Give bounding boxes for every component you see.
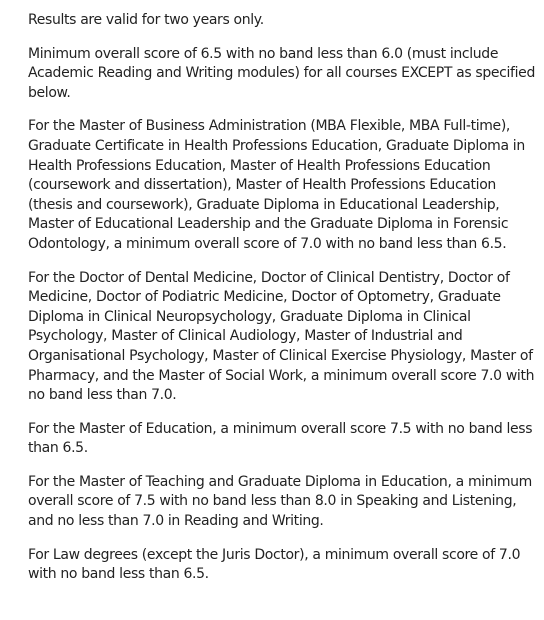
validity-paragraph: Results are valid for two years only. bbox=[28, 12, 264, 28]
mba-health-education-requirement-paragraph: For the Master of Business Administration (MBA Flexible, MBA Full-time), Graduate Certificate in Health Professions Education, Graduate Diploma in Health Professions Education, Master of Health Professions Education (coursework and dissertation), Master of Health Professions Education (thesis and coursework), Graduate Diploma in Educational Leadership, Master of Educational Leadership and the Graduate Diploma in Forensic Odontology, a minimum overall score of 7.0 with no band less than 6.5. bbox=[28, 118, 525, 252]
master-of-education-requirement-paragraph: For the Master of Education, a minimum overall score 7.5 with no band less than 6.5. bbox=[28, 420, 533, 457]
clinical-degrees-requirement-paragraph: For the Doctor of Dental Medicine, Doctor of Clinical Dentistry, Doctor of Medicine, Doctor of Podiatric Medicine, Doctor of Optometry, Graduate Diploma in Clinical Neuropsychology, Graduate Diploma in Clinical Psychology, Master of Clinical Audiology, Master of Industrial and Organisational Psychology, Master of Clinical Exercise Physiology, Master of Pharmacy, and the Master of Social Work, a minimum overall score 7.0 with no band less than 7.0. bbox=[28, 269, 535, 404]
teaching-requirement-paragraph: For the Master of Teaching and Graduate Diploma in Education, a minimum overall score of 7.5 with no band less than 8.0 in Speaking and Listening, and no less than 7.0 in Reading and Writing. bbox=[28, 473, 532, 530]
general-requirement-paragraph: Minimum overall score of 6.5 with no band less than 6.0 (must include Academic Reading and Writing modules) for all courses EXCEPT as specified below. bbox=[28, 45, 535, 101]
requirements-document bbox=[28, 11, 542, 599]
law-requirement-paragraph: For Law degrees (except the Juris Doctor), a minimum overall score of 7.0 with no band less than 6.5. bbox=[28, 546, 521, 583]
